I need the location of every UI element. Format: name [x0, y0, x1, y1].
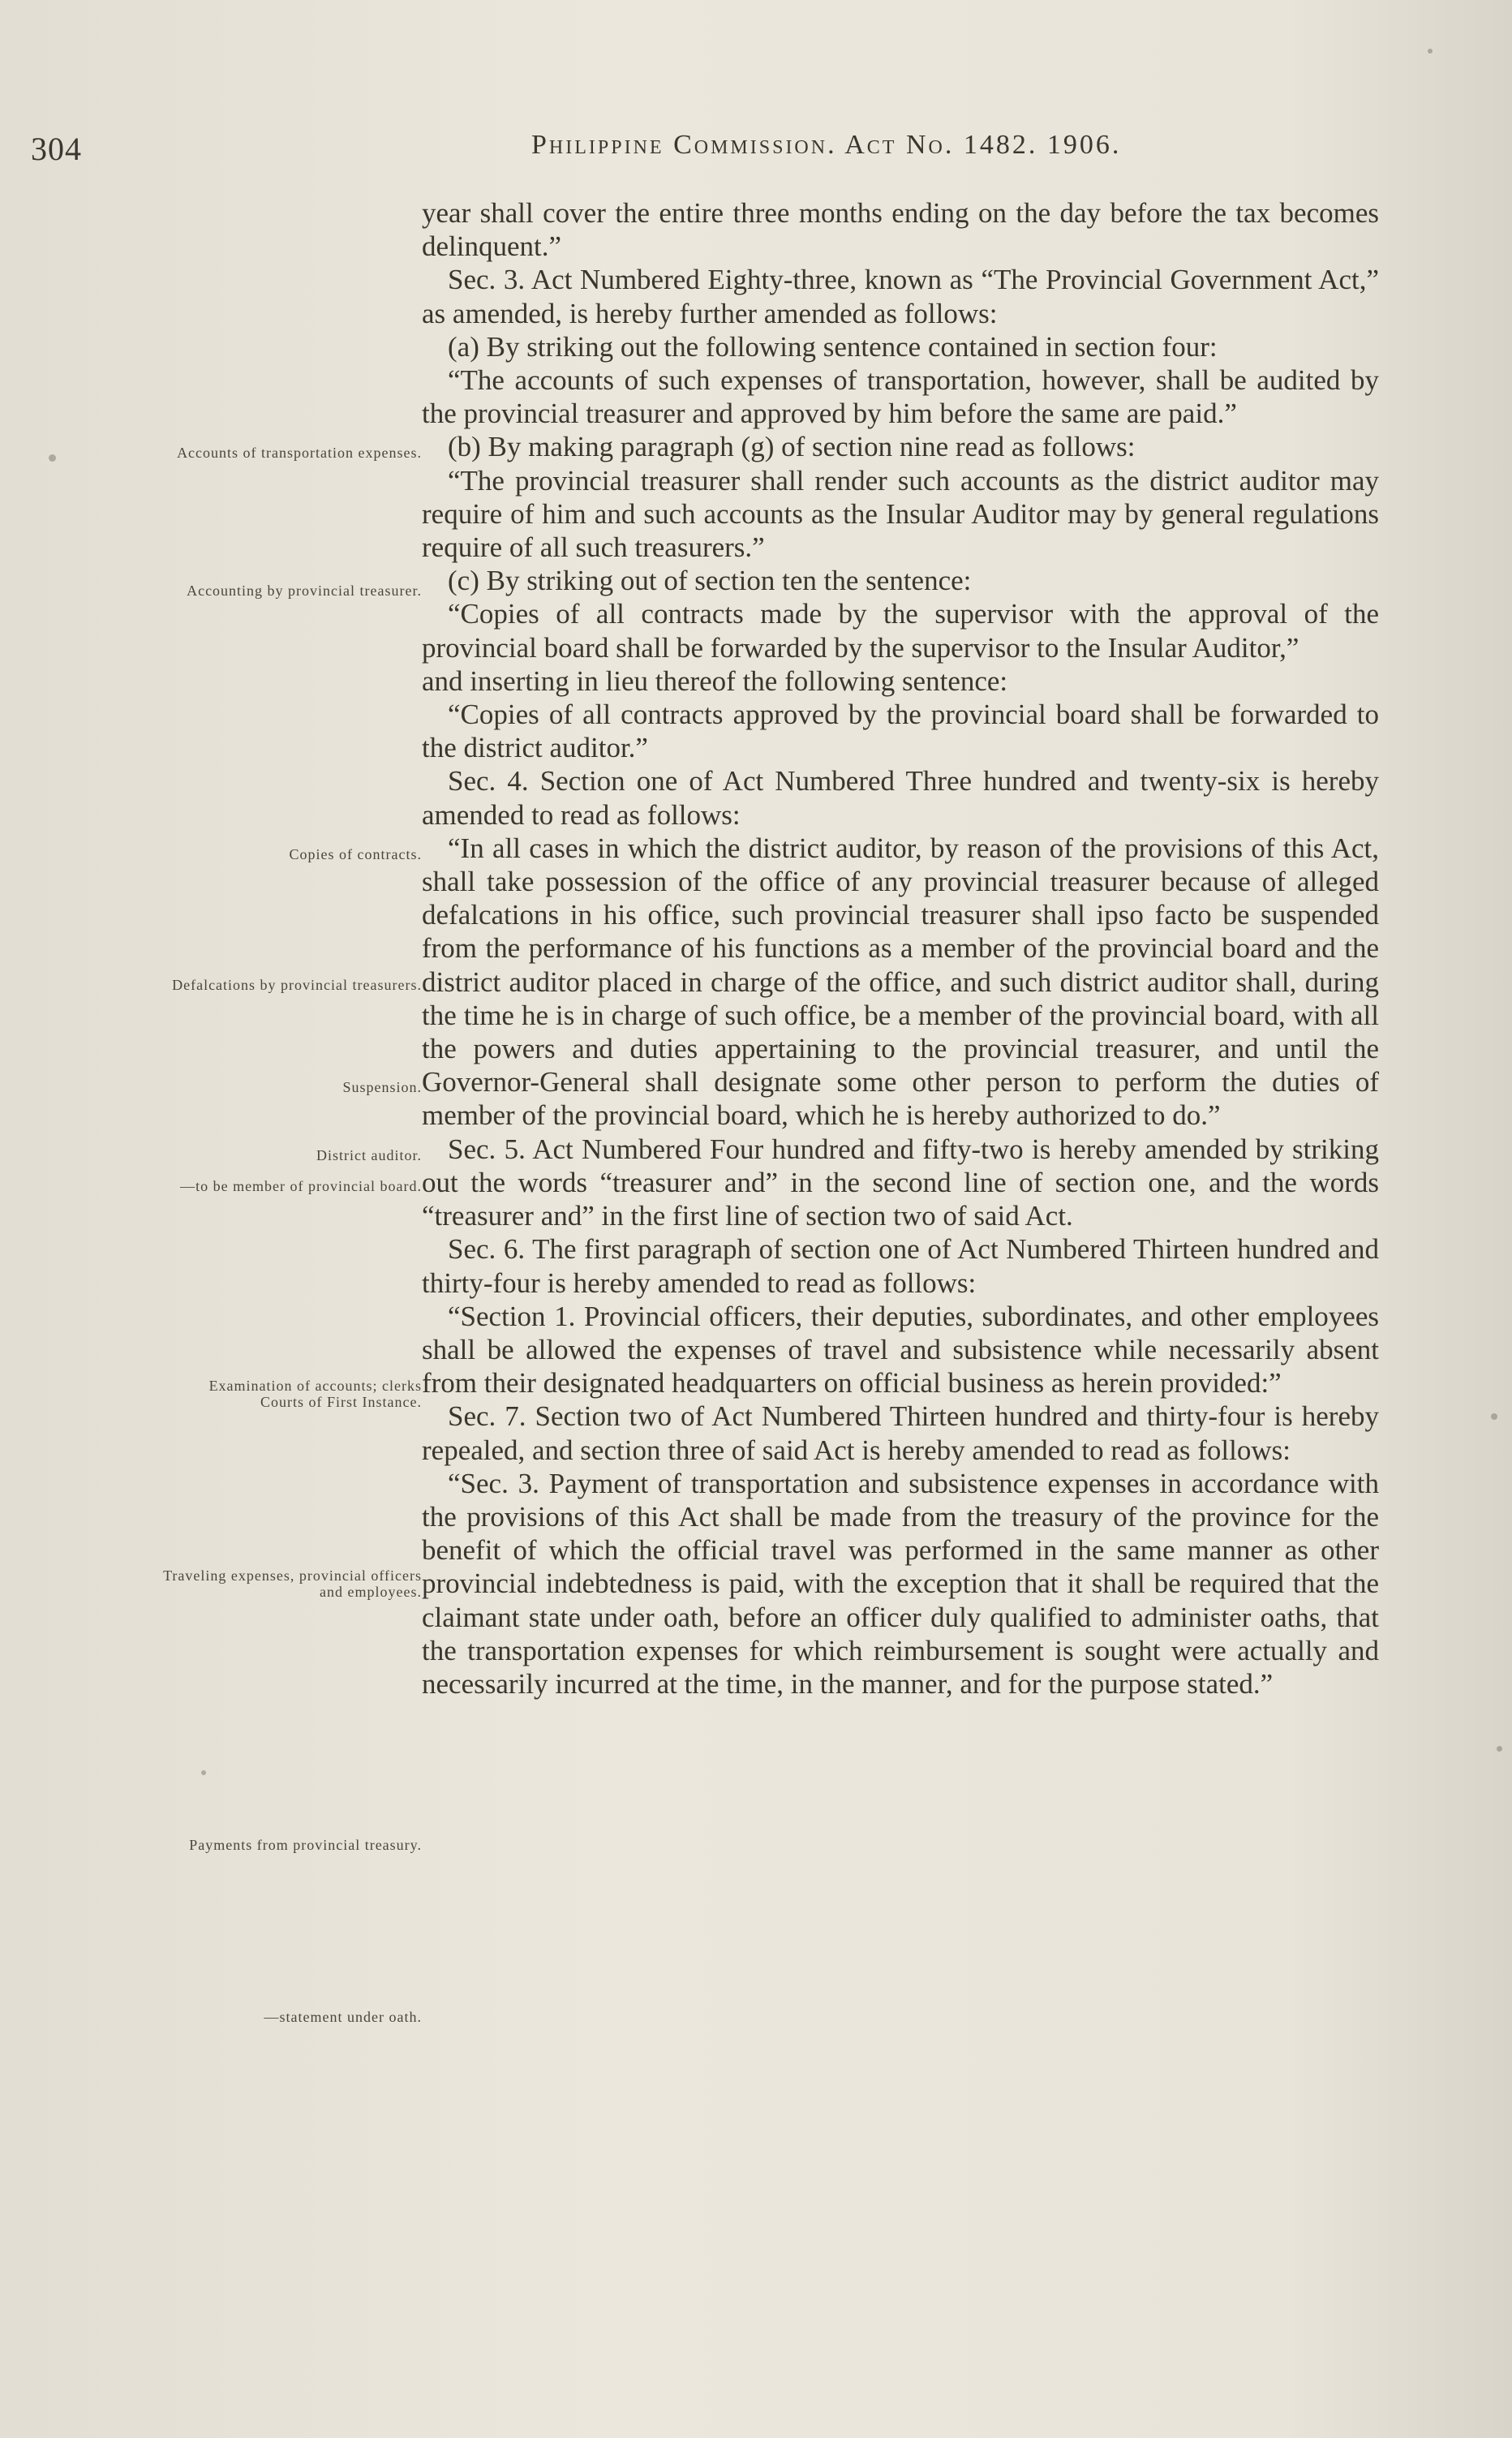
margin-note: Payments from provincial treasury. [189, 1837, 422, 1853]
running-head: Philippine Commission. Act No. 1482. 1906. [531, 130, 1122, 160]
paragraph: (b) By making paragraph (g) of section nine read as follows: [448, 431, 1136, 463]
paragraph: and inserting in lieu thereof the following sentence: [422, 664, 1008, 697]
margin-note: —statement under oath. [264, 2009, 422, 2025]
margin-note: Examination of accounts; clerks Courts of First Instance. [208, 1378, 422, 1410]
margin-note: Accounts of transportation expenses. [177, 445, 422, 461]
margin-note: Accounting by provincial treasurer. [187, 583, 422, 599]
margin-note: —to be member of provincial board. [180, 1178, 422, 1194]
paragraph: “The provincial treasurer shall render such accounts as the district auditor may require of him and such accounts as the Insular Auditor may by general regulations require of all such treasurers.” [422, 464, 1379, 564]
paragraph: Sec. 5. Act Numbered Four hundred and fifty-two is hereby amended by striking out the words “treasurer and” in the second line of section one, and the words “treasurer and” in the first line of section two of said Act. [422, 1133, 1379, 1232]
margin-note: Copies of contracts. [289, 846, 422, 862]
paragraph: Sec. 3. Act Numbered Eighty-three, known as “The Provincial Government Act,” as amended, is hereby further amended as follows: [422, 264, 1379, 329]
paragraph: Sec. 6. The first paragraph of section one of Act Numbered Thirteen hundred and thirty-four is hereby amended to read as follows: [422, 1233, 1379, 1299]
paragraph: Sec. 4. Section one of Act Numbered Three hundred and twenty-six is hereby amended to read as follows: [422, 765, 1379, 831]
paragraph: Sec. 7. Section two of Act Numbered Thirteen hundred and thirty-four is hereby repealed, and section three of said Act is hereby amended to read as follows: [422, 1400, 1379, 1466]
paragraph: (a) By striking out the following sentence contained in section four: [448, 330, 1218, 363]
paragraph: year shall cover the entire three months ending on the day before the tax becomes delinquent.” [422, 197, 1379, 263]
paragraph: “The accounts of such expenses of transportation, however, shall be audited by the provincial treasurer and approved by him before the same are paid.” [422, 364, 1379, 430]
margin-note: Defalcations by provincial treasurers. [172, 977, 422, 993]
scan-speck [1491, 1413, 1497, 1420]
paragraph: “Section 1. Provincial officers, their deputies, subordinates, and other employees shall be allowed the expenses of travel and subsistence while necessarily absent from their designated headquarters on official business as herein provided:” [422, 1300, 1379, 1400]
paragraph: “In all cases in which the district auditor, by reason of the provisions of this Act, shall take possession of the office of any provincial treasurer because of alleged defalcations in his office, such provincial treasurer shall ipso facto be suspended from the performance of his functions as a member of the provincial board and the district auditor placed in charge of the office, and such district auditor shall, during the time he is in charge of such office, be a member of the provincial board, with all the powers and duties appertaining to the provincial treasurer, and until the Governor-General shall designate some other person to perform the duties of member of the provincial board, which he is hereby authorized to do.” [422, 832, 1379, 1132]
paragraph: “Copies of all contracts made by the supervisor with the approval of the provincial board shall be forwarded by the supervisor to the Insular Auditor,” [422, 598, 1379, 664]
scan-speck [1428, 49, 1433, 54]
margin-note: Traveling expenses, provincial officers and employees. [163, 1567, 422, 1600]
scan-speck [49, 454, 56, 462]
paragraph: “Copies of all contracts approved by the provincial board shall be forwarded to the district auditor.” [422, 699, 1379, 764]
paragraph: (c) By striking out of section ten the sentence: [448, 565, 972, 597]
scan-speck [1497, 1746, 1502, 1752]
page-number: 304 [31, 131, 82, 167]
margin-note: Suspension. [342, 1079, 422, 1095]
paragraph: “Sec. 3. Payment of transportation and subsistence expenses in accordance with the provisions of this Act shall be made from the treasury of the province for the benefit of which the official travel was performed in the same manner as other provincial indebtedness is paid, with the exception that it shall be required that the claimant state under oath, before an officer duly qualified to administer oaths, that the transportation expenses for which reimbursement is sought were actually and necessarily incurred at the time, in the manner, and for the purpose stated.” [422, 1467, 1379, 1700]
scan-speck [201, 1770, 206, 1775]
body-text [422, 196, 1379, 1701]
margin-note: District auditor. [316, 1147, 422, 1163]
margin-notes [0, 0, 422, 2438]
